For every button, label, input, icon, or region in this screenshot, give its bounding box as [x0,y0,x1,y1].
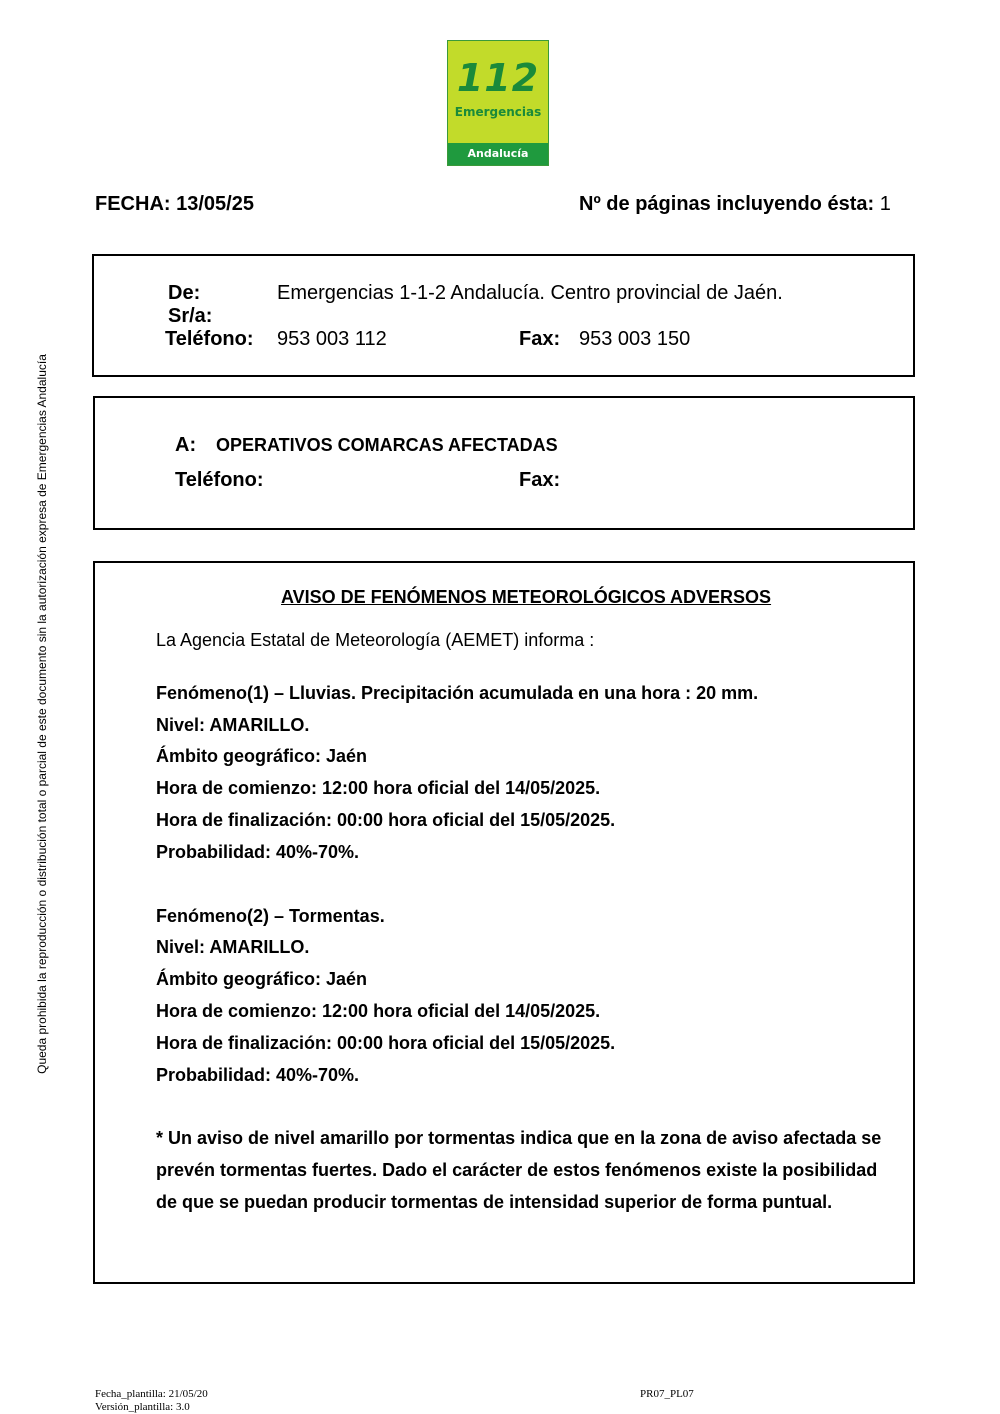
recipient-box [93,396,915,530]
phenomenon-2-fin: Hora de finalización: 00:00 hora oficial del 15/05/2025. [156,1033,616,1053]
phenomenon-2-nivel: Nivel: AMARILLO. [156,937,310,957]
phenomenon-1-fin: Hora de finalización: 00:00 hora oficial del 15/05/2025. [156,810,616,830]
phenomenon-1-probabilidad: Probabilidad: 40%-70%. [156,842,360,862]
note-line: de que se puedan producir tormentas de intensidad superior de forma puntual. [156,1192,833,1212]
phenomenon-1-ambito: Ámbito geográfico: Jaén [156,746,368,766]
page-count [579,193,891,216]
phenomenon-2-probabilidad: Probabilidad: 40%-70%. [156,1065,360,1085]
notice-intro: La Agencia Estatal de Meteorología (AEMET) informa : [156,630,595,650]
sender-box [92,254,915,377]
phenomenon-1-comienzo: Hora de comienzo: 12:00 hora oficial del 14/05/2025. [156,778,601,798]
sender-fax-label: Fax: [519,328,561,350]
logo-112-emergencias [447,40,549,166]
phenomenon-1-nivel: Nivel: AMARILLO. [156,715,310,735]
a-value: OPERATIVOS COMARCAS AFECTADAS [216,435,558,455]
phenomenon-2-title: Fenómeno(2) – Tormentas. [156,906,385,926]
footer-code: PR07_PL07 [640,1388,694,1400]
fecha: FECHA: 13/05/25 [95,193,254,215]
logo-word: Emergencias [454,105,542,119]
footer-fecha-plantilla: Fecha_plantilla: 21/05/20 [95,1388,208,1400]
recipient-telefono-label: Teléfono: [175,469,264,491]
a-label: A: [175,434,197,456]
page-count-label: Nº de páginas incluyendo ésta: [579,193,875,215]
logo-region: Andalucía [448,143,548,165]
logo-number: 112 [456,56,540,100]
de-value: Emergencias 1-1-2 Andalucía. Centro provincial de Jaén. [277,282,783,304]
footer-version-plantilla: Versión_plantilla: 3.0 [95,1401,190,1413]
note-line: prevén tormentas fuertes. Dado el carácter de estos fenómenos existe la posibilidad [156,1160,878,1180]
recipient-fax-label: Fax: [519,469,561,491]
notice-title: AVISO DE FENÓMENOS METEOROLÓGICOS ADVERSOS [281,587,772,607]
sender-fax-value: 953 003 150 [579,328,691,350]
sra-label: Sr/a: [168,305,213,327]
page-count-value: 1 [879,193,891,215]
phenomenon-2-comienzo: Hora de comienzo: 12:00 hora oficial del 14/05/2025. [156,1001,601,1021]
de-label: De: [168,282,201,304]
sender-telefono-value: 953 003 112 [277,328,387,350]
note-line: * Un aviso de nivel amarillo por tormentas indica que en la zona de aviso afectada se [156,1128,882,1148]
phenomenon-2-ambito: Ámbito geográfico: Jaén [156,969,368,989]
sender-telefono-label: Teléfono: [165,328,254,350]
phenomenon-1-title: Fenómeno(1) – Lluvias. Precipitación acumulada en una hora : 20 mm. [156,683,759,703]
